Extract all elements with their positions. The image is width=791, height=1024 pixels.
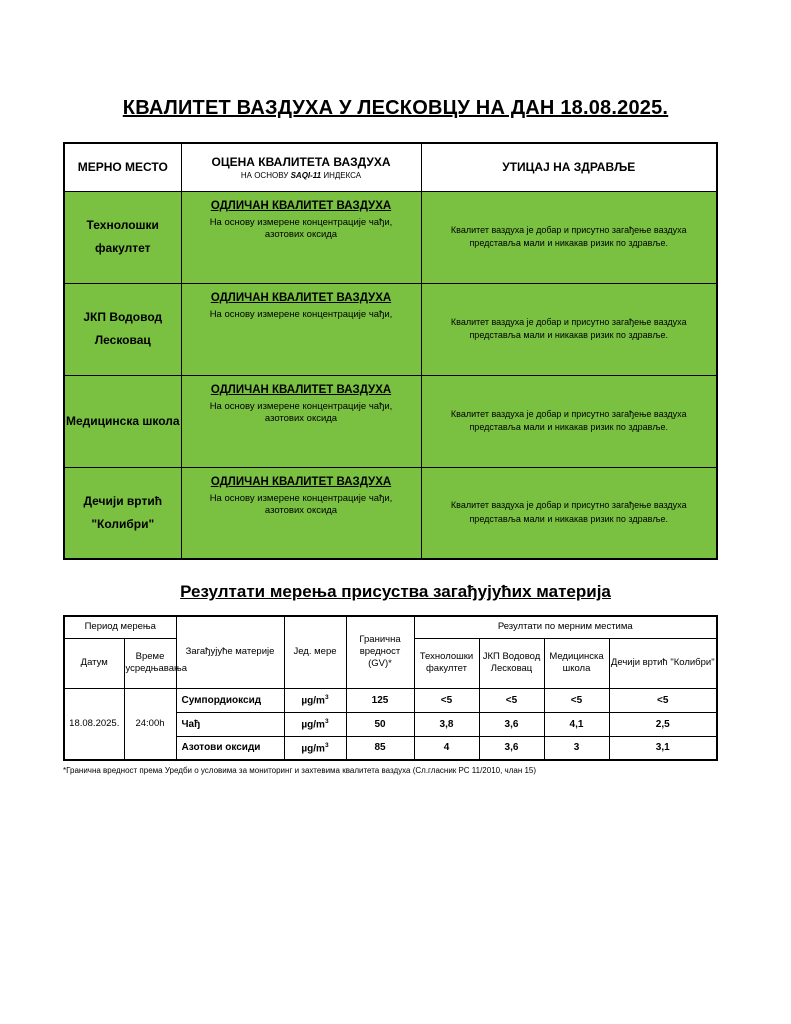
unit-base: µg/m bbox=[301, 742, 325, 754]
header-limit-value: Гранична вредност (GV)* bbox=[346, 616, 414, 688]
results-header-row-1 bbox=[64, 616, 717, 638]
limit-value: 85 bbox=[346, 736, 414, 760]
result-value: 3,8 bbox=[414, 712, 479, 736]
verdict-basis: На основу измерене концентрације чађи, bbox=[209, 308, 393, 320]
station-name: Технолошки факултет bbox=[64, 191, 181, 283]
assessment-cell bbox=[181, 467, 421, 559]
pollutant-name: Сумпордиоксид bbox=[176, 688, 284, 712]
saqi-index-label: SAQI-11 bbox=[290, 170, 322, 180]
pollutant-name: Чађ bbox=[176, 712, 284, 736]
header-date: Датум bbox=[64, 638, 124, 688]
verdict: ОДЛИЧАН КВАЛИТЕТ ВАЗДУХА bbox=[210, 475, 392, 488]
verdict: ОДЛИЧАН КВАЛИТЕТ ВАЗДУХА bbox=[210, 383, 392, 396]
header-station: Медицинска школа bbox=[544, 638, 609, 688]
table-row bbox=[64, 191, 717, 283]
health-impact: Квалитет ваздуха је добар и присутно загађење ваздуха представља мали и никакав ризик по здравље. bbox=[421, 191, 717, 283]
assessment-cell bbox=[181, 375, 421, 467]
result-value: 3 bbox=[544, 736, 609, 760]
unit-base: µg/m bbox=[301, 719, 325, 731]
health-impact: Квалитет ваздуха је добар и присутно загађење ваздуха представља мали и никакав ризик по здравље. bbox=[421, 467, 717, 559]
unit-value bbox=[284, 712, 346, 736]
result-value: <5 bbox=[479, 688, 544, 712]
table-row bbox=[64, 375, 717, 467]
unit-value bbox=[284, 688, 346, 712]
result-value: <5 bbox=[544, 688, 609, 712]
result-value: 2,5 bbox=[609, 712, 717, 736]
verdict-basis: На основу измерене концентрације чађи, азотових оксида bbox=[209, 400, 393, 425]
table-row bbox=[64, 283, 717, 375]
unit-base: µg/m bbox=[301, 695, 325, 707]
result-value: 3,1 bbox=[609, 736, 717, 760]
verdict: ОДЛИЧАН КВАЛИТЕТ ВАЗДУХА bbox=[210, 291, 392, 304]
header-assessment bbox=[181, 143, 421, 191]
air-quality-table bbox=[63, 142, 718, 560]
result-value: 4 bbox=[414, 736, 479, 760]
header-station: ЈКП Водовод Лесковац bbox=[479, 638, 544, 688]
header-assessment-title: ОЦЕНА КВАЛИТЕТА ВАЗДУХА bbox=[211, 154, 391, 169]
limit-value: 125 bbox=[346, 688, 414, 712]
header-health-impact: УТИЦАЈ НА ЗДРАВЉЕ bbox=[421, 143, 717, 191]
station-name: ЈКП Водовод Лесковац bbox=[64, 283, 181, 375]
table-row bbox=[64, 688, 717, 712]
verdict-basis: На основу измерене концентрације чађи, азотових оксида bbox=[209, 216, 393, 241]
result-value: <5 bbox=[414, 688, 479, 712]
table-row bbox=[64, 467, 717, 559]
result-value: 3,6 bbox=[479, 736, 544, 760]
header-measuring-period: Период мерења bbox=[64, 616, 176, 638]
unit-exponent: 3 bbox=[324, 693, 329, 701]
limit-value-footnote: *Гранична вредност према Уредби о условима за мониторинг и захтевима квалитета ваздуха (Сл.гласник РС 11/2010, члан 15) bbox=[63, 766, 537, 775]
header-measuring-place: МЕРНО МЕСТО bbox=[64, 143, 181, 191]
station-name: Медицинска школа bbox=[64, 375, 181, 467]
page-title: КВАЛИТЕТ ВАЗДУХА У ЛЕСКОВЦУ НА ДАН 18.08.2025. bbox=[122, 97, 669, 119]
header-assessment-subtitle bbox=[182, 171, 421, 180]
header-station: Технолошки факултет bbox=[414, 638, 479, 688]
assessment-cell bbox=[181, 283, 421, 375]
averaging-time: 24:00h bbox=[124, 688, 176, 760]
health-impact: Квалитет ваздуха је добар и присутно загађење ваздуха представља мали и никакав ризик по здравље. bbox=[421, 283, 717, 375]
health-impact: Квалитет ваздуха је добар и присутно загађење ваздуха представља мали и никакав ризик по здравље. bbox=[421, 375, 717, 467]
limit-value: 50 bbox=[346, 712, 414, 736]
result-value: <5 bbox=[609, 688, 717, 712]
result-value: 3,6 bbox=[479, 712, 544, 736]
verdict-basis: На основу измерене концентрације чађи, азотових оксида bbox=[209, 492, 393, 517]
header-averaging-time: Време усредњавања bbox=[124, 638, 176, 688]
header-results-group: Резултати по мерним местима bbox=[414, 616, 717, 638]
assessment-sub-prefix: НА ОСНОВУ bbox=[240, 170, 291, 180]
measurement-results-table bbox=[63, 615, 718, 761]
quality-table-header-row bbox=[64, 143, 717, 191]
station-name: Дечији вртић "Колибри" bbox=[64, 467, 181, 559]
unit-exponent: 3 bbox=[324, 741, 329, 749]
unit-value bbox=[284, 736, 346, 760]
assessment-cell bbox=[181, 191, 421, 283]
assessment-sub-suffix: ИНДЕКСА bbox=[321, 170, 362, 180]
pollutant-name: Азотови оксиди bbox=[176, 736, 284, 760]
verdict: ОДЛИЧАН КВАЛИТЕТ ВАЗДУХА bbox=[210, 199, 392, 212]
unit-exponent: 3 bbox=[324, 717, 329, 725]
header-station: Дечији вртић "Колибри" bbox=[609, 638, 717, 688]
result-value: 4,1 bbox=[544, 712, 609, 736]
results-section-title: Резултати мерења присуства загађујућих материја bbox=[180, 582, 611, 601]
header-pollutants: Загађујуће материје bbox=[176, 616, 284, 688]
header-unit: Јед. мере bbox=[284, 616, 346, 688]
measurement-date: 18.08.2025. bbox=[64, 688, 124, 760]
